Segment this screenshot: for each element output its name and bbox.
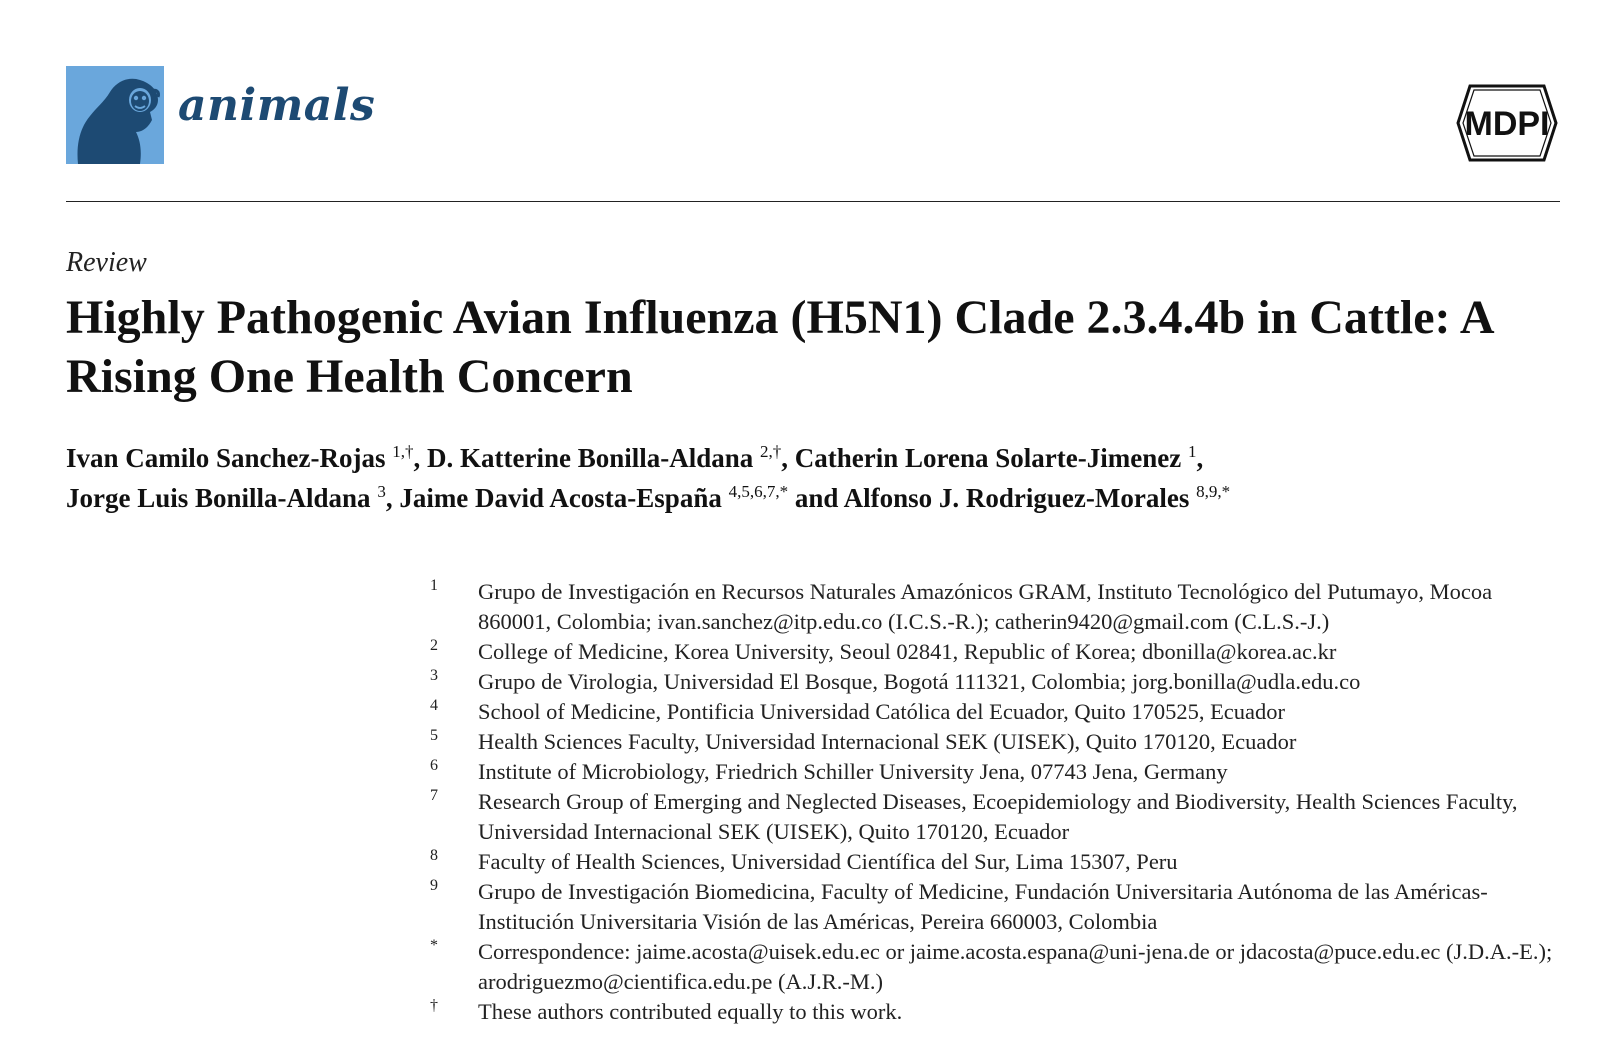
affiliation-marker: 2 xyxy=(430,637,438,654)
article-type: Review xyxy=(66,247,147,278)
affiliation-text: These authors contributed equally to this work. xyxy=(478,999,903,1024)
author-affiliation-marks: 3 xyxy=(377,482,386,501)
author-name: Jorge Luis Bonilla-Aldana xyxy=(66,483,371,513)
affiliation-item xyxy=(430,697,1560,727)
author-affiliation-marks: 8,9,* xyxy=(1196,482,1231,501)
journal-logo xyxy=(66,66,164,164)
affiliation-item xyxy=(430,757,1560,787)
author-name: Catherin Lorena Solarte-Jimenez xyxy=(794,443,1182,473)
affiliation-text: Grupo de Investigación Biomedicina, Faculty of Medicine, Fundación Universitaria Autónoma de las Américas-Institución Universitaria Visión de las Américas, Pereira 660003, Colombia xyxy=(478,879,1488,934)
affiliation-item xyxy=(430,997,1560,1027)
affiliation-item xyxy=(430,937,1560,997)
affiliation-marker: 5 xyxy=(430,727,438,744)
affiliation-item xyxy=(430,847,1560,877)
header-divider xyxy=(66,201,1560,202)
affiliation-text: Research Group of Emerging and Neglected Diseases, Ecoepidemiology and Biodiversity, Health Sciences Faculty, Universidad Internacional SEK (UISEK), Quito 170120, Ecuador xyxy=(478,789,1518,844)
affiliation-marker: 6 xyxy=(430,757,438,774)
author-name: Alfonso J. Rodriguez-Morales xyxy=(843,483,1190,513)
affiliation-marker: 1 xyxy=(430,577,438,594)
affiliation-text: Health Sciences Faculty, Universidad Internacional SEK (UISEK), Quito 170120, Ecuador xyxy=(478,729,1297,754)
affiliation-item xyxy=(430,727,1560,757)
affiliation-marker: 7 xyxy=(430,787,438,804)
author-affiliation-marks: 1 xyxy=(1187,442,1197,461)
affiliation-item xyxy=(430,877,1560,937)
affiliation-text: Institute of Microbiology, Friedrich Schiller University Jena, 07743 Jena, Germany xyxy=(478,759,1228,784)
author-separator: , xyxy=(1196,443,1204,473)
affiliation-text: College of Medicine, Korea University, Seoul 02841, Republic of Korea; dbonilla@korea.ac.kr xyxy=(478,639,1337,664)
affiliation-text: School of Medicine, Pontificia Universidad Católica del Ecuador, Quito 170525, Ecuador xyxy=(478,699,1286,724)
author-separator: , xyxy=(413,443,428,473)
publisher-logo xyxy=(1434,80,1560,166)
author-affiliation-marks: 1,† xyxy=(392,442,414,461)
author-affiliation-marks: 4,5,6,7,* xyxy=(728,482,789,501)
affiliation-text: Faculty of Health Sciences, Universidad Científica del Sur, Lima 15307, Peru xyxy=(478,849,1178,874)
affiliation-item xyxy=(430,637,1560,667)
affiliation-marker: 3 xyxy=(430,667,438,684)
primate-logo-icon xyxy=(66,66,164,164)
affiliation-item xyxy=(430,577,1560,637)
affiliation-text: Grupo de Investigación en Recursos Naturales Amazónicos GRAM, Instituto Tecnológico del Putumayo, Mocoa 860001, Colombia; ivan.sanchez@itp.edu.co (I.C.S.-R.); catherin9420@gmail.com (C.L.S.-J.) xyxy=(478,579,1493,634)
author-separator: , xyxy=(781,443,795,473)
author-name: Ivan Camilo Sanchez-Rojas xyxy=(66,443,386,473)
author-separator: and xyxy=(788,483,844,513)
affiliation-marker: † xyxy=(430,997,438,1014)
author-name: D. Katterine Bonilla-Aldana xyxy=(427,443,754,473)
affiliation-list xyxy=(430,577,1560,1027)
article-title: Highly Pathogenic Avian Influenza (H5N1) Clade 2.3.4.4b in Cattle: A Rising One Health Concern xyxy=(66,291,1492,403)
journal-name: animals xyxy=(178,80,376,131)
affiliation-text: Correspondence: jaime.acosta@uisek.edu.ec or jaime.acosta.espana@uni-jena.de or jdacosta@puce.edu.ec (J.D.A.-E.); arodriguezmo@cientifica.edu.pe (A.J.R.-M.) xyxy=(478,939,1553,994)
affiliation-marker: 9 xyxy=(430,877,438,894)
affiliation-text: Grupo de Virologia, Universidad El Bosque, Bogotá 111321, Colombia; jorg.bonilla@udla.edu.co xyxy=(478,669,1361,694)
mdpi-logo-text: MDPI xyxy=(1464,105,1550,143)
affiliation-marker: 4 xyxy=(430,697,438,714)
journal-header xyxy=(66,66,1560,166)
affiliation-item xyxy=(430,787,1560,847)
author-name: Jaime David Acosta-España xyxy=(399,483,722,513)
author-list xyxy=(66,438,1556,518)
affiliation-marker: 8 xyxy=(430,847,438,864)
author-separator: , xyxy=(385,483,400,513)
affiliation-marker: * xyxy=(430,937,438,954)
author-affiliation-marks: 2,† xyxy=(760,442,782,461)
affiliation-item xyxy=(430,667,1560,697)
mdpi-logo-icon xyxy=(1434,80,1560,166)
